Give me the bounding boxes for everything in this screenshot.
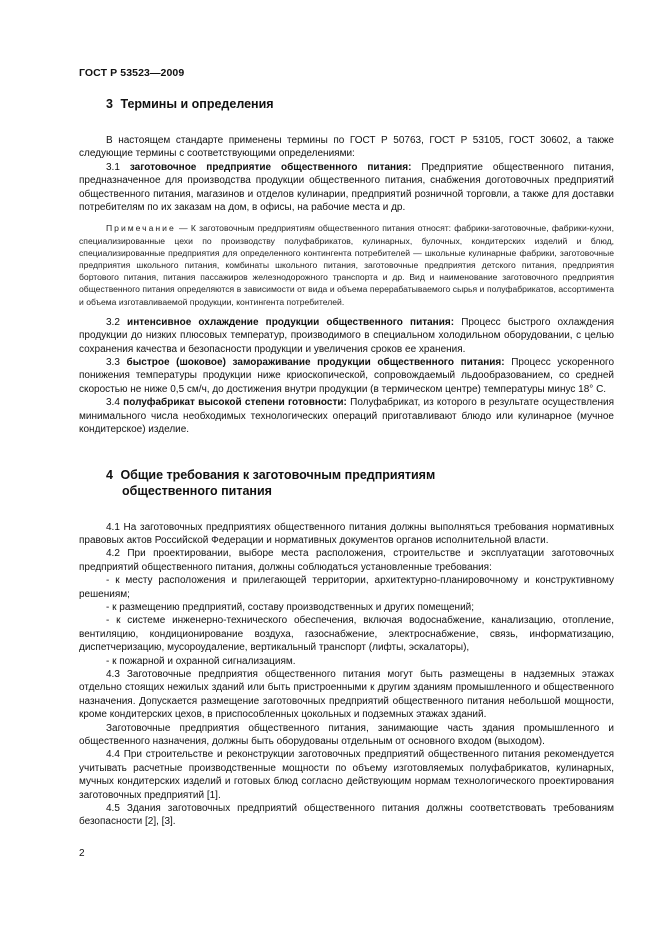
term-number: 3.4: [106, 397, 120, 409]
term-number: 3.2: [106, 316, 120, 328]
list-item: - к размещению предприятий, составу производственных и других помещений;: [106, 601, 475, 613]
paragraph-4-3: 4.3 Заготовочные предприятия общественного питания могут быть размещены в надземных этажах отдельно стоящих нежилых зданий или быть пристроенными к другим зданиям промышленного и общественного назначения. Допускается размещение заготовочных предприятий общественного питания небольшой мощности, кроме кондитерских цехов, в приспособленных цокольных и подземных этажах зданий.: [79, 668, 614, 721]
term-3-4: [79, 396, 614, 436]
section-3-intro: В настоящем стандарте применены термины по ГОСТ Р 50763, ГОСТ Р 53105, ГОСТ 30602, а также следующие термины с соответствующими определениями:: [79, 135, 614, 160]
list-item: - к месту расположения и прилегающей территории, архитектурно-планировочному и конструктивному решениям;: [79, 575, 614, 600]
term-name: полуфабрикат высокой степени готовности:: [123, 397, 347, 409]
term-definition: Процесс ускоренного понижения температуры продукции ниже криоскопической, сопровождаемый льдообразованием, со средней скоростью не ниже 0,5 см/ч, до достижения внутри продукции (в термическом центре) температуры минус 18° С.: [79, 357, 615, 395]
list-item: - к пожарной и охранной сигнализациям.: [106, 655, 296, 667]
paragraph-4-2: 4.2 При проектировании, выборе места расположения, строительстве и эксплуатации заготовочных предприятий общественного питания, должны соблюдаться установленные требования:: [79, 548, 614, 573]
section-4-title-line2: общественного питания: [122, 483, 272, 498]
section-4-heading: [79, 467, 614, 499]
term-number: 3.1: [106, 161, 120, 173]
note-text: — К заготовочным предприятиям общественного питания относят: фабрики-заготовочные, фабрики-кухни, специализированные цехи по производству полуфабрикатов, кулинарных, булочных, кондитерских изделий и блюд, специализированные предприятия для определенного контингента потребителей — школьные кулинарные фабрики, заготовочные предприятия школьного питания, комбинаты школьного питания, заготовочные предприятия детского питания, предприятия бортового питания, питания пассажиров железнодорожного транспорта и др. Вид и наименование заготовочного предприятия общественного питания определяются в зависимости от вида и объема перерабатываемого сырья и полуфабрикатов, ассортимента и объема изготавливаемой продукции, контингента потребителей.: [79, 223, 614, 307]
section-3-number: 3: [106, 97, 113, 111]
term-definition: Полуфабрикат, из которого в результате осуществления минимального числа необходимых технологических операций приготавливают блюдо или кулинарное (мучное кондитерское) изделие.: [79, 397, 615, 436]
document-header: ГОСТ Р 53523—2009: [79, 67, 185, 79]
term-name: быстрое (шоковое) замораживание продукции общественного питания:: [126, 357, 505, 369]
page-content: [79, 96, 614, 829]
term-3-1: [79, 161, 614, 215]
section-3-title: Термины и определения: [120, 97, 274, 111]
term-3-3: [79, 356, 614, 396]
term-note: [79, 222, 614, 307]
term-3-2: [79, 316, 614, 356]
section-3-heading: [79, 96, 614, 112]
list-item: - к системе инженерно-технического обеспечения, включая водоснабжение, канализацию, отопление, вентиляцию, кондиционирование воздуха, газоснабжение, электроснабжение, связь, информатизацию, диспетчеризацию, мусороудаление, вертикальный транспорт (лифты, эскалаторы),: [79, 615, 614, 654]
paragraph-4-5: 4.5 Здания заготовочных предприятий общественного питания должны соответствовать требованиям безопасности [2], [3].: [79, 803, 614, 828]
paragraph-4-3-cont: Заготовочные предприятия общественного питания, занимающие часть здания промышленного и общественного назначения, должны быть оборудованы отдельным от основного входом (выходом).: [79, 722, 614, 748]
paragraph-4-1: 4.1 На заготовочных предприятиях общественного питания должны выполняться требования нормативных правовых актов Российской Федерации и нормативных документов органов исполнительной власти.: [79, 521, 614, 546]
term-number: 3.3: [106, 357, 120, 369]
term-definition: Предприятие общественного питания, предназначенное для производства продукции общественного питания, снабжения доготовочных предприятий общественного питания, магазинов и отделов кулинарии, предприятий розничной торговли, а также для доставки потребителям по их заказам на дом, в офисы, на рабочие места и др.: [79, 161, 614, 214]
paragraph-4-4: 4.4 При строительстве и реконструкции заготовочных предприятий общественного питания рекомендуется учитывать расчетные производственные мощности по объему изготовляемых полуфабрикатов, кулинарных, мучных кондитерских изделий и готовых блюд согласно действующим нормам технологического проектирования заготовочных предприятий [1].: [79, 749, 614, 801]
term-name: интенсивное охлаждение продукции общественного питания:: [127, 316, 455, 328]
page-number: 2: [79, 848, 85, 859]
note-label: Примечание: [106, 223, 176, 234]
term-name: заготовочное предприятие общественного питания:: [129, 161, 412, 173]
section-4-title-line1: Общие требования к заготовочным предприятиям: [120, 467, 436, 482]
section-4-number: 4: [106, 467, 113, 482]
term-definition: Процесс быстрого охлаждения продукции до низких плюсовых температур, производимого в специальном холодильном оборудовании, с целью сохранения качества и безопасности продукции и увеличения сроков ее хранения.: [79, 316, 615, 355]
